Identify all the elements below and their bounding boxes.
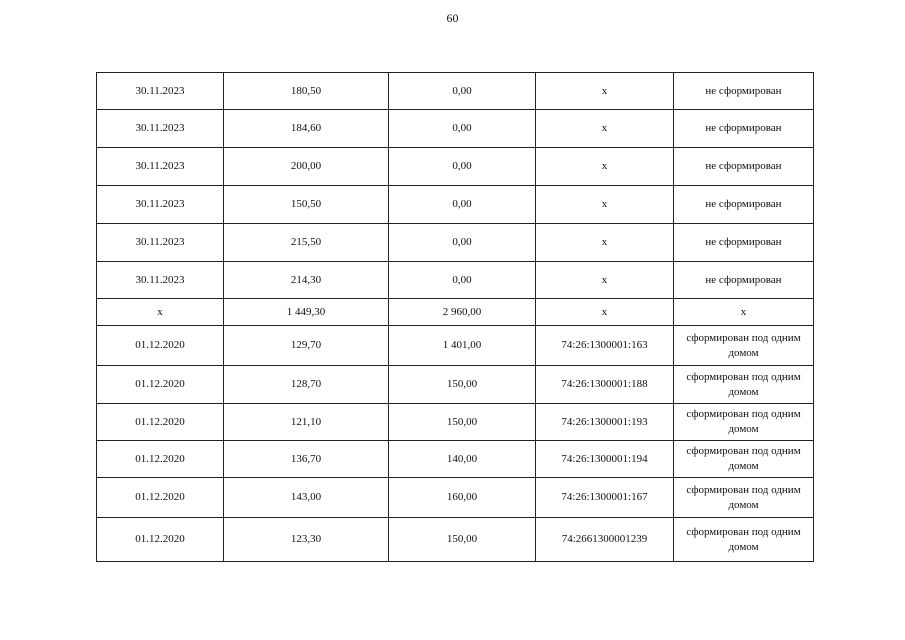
- cadastral-cell: 74:26:1300001:194: [536, 441, 674, 478]
- status-cell: сформирован под одним домом: [674, 441, 814, 478]
- value-cell: 150,00: [389, 404, 536, 441]
- table-row: [97, 110, 814, 148]
- area-total-cell: 1 449,30: [224, 299, 389, 326]
- status-cell: сформирован под одним домом: [674, 366, 814, 404]
- cadastral-cell: x: [536, 73, 674, 110]
- table-row: [97, 224, 814, 262]
- status-cell: не сформирован: [674, 224, 814, 262]
- area-cell: 143,00: [224, 478, 389, 518]
- date-cell: 30.11.2023: [97, 224, 224, 262]
- area-cell: 129,70: [224, 326, 389, 366]
- page-number: 60: [446, 11, 459, 25]
- area-cell: 128,70: [224, 366, 389, 404]
- cadastral-cell: 74:26:1300001:167: [536, 478, 674, 518]
- value-cell: 160,00: [389, 478, 536, 518]
- value-cell: 150,00: [389, 366, 536, 404]
- cadastral-cell: 74:26:1300001:193: [536, 404, 674, 441]
- value-cell: 0,00: [389, 262, 536, 299]
- value-cell: 0,00: [389, 224, 536, 262]
- area-cell: 214,30: [224, 262, 389, 299]
- value-total-cell: 2 960,00: [389, 299, 536, 326]
- cadastral-cell: 74:26:1300001:163: [536, 326, 674, 366]
- date-cell: 01.12.2020: [97, 441, 224, 478]
- area-cell: 200,00: [224, 148, 389, 186]
- value-cell: 140,00: [389, 441, 536, 478]
- date-cell: 30.11.2023: [97, 73, 224, 110]
- date-cell: x: [97, 299, 224, 326]
- cadastral-cell: x: [536, 186, 674, 224]
- date-cell: 01.12.2020: [97, 366, 224, 404]
- cadastral-cell: x: [536, 262, 674, 299]
- status-cell: не сформирован: [674, 73, 814, 110]
- value-cell: 0,00: [389, 73, 536, 110]
- date-cell: 30.11.2023: [97, 186, 224, 224]
- area-cell: 136,70: [224, 441, 389, 478]
- date-cell: 01.12.2020: [97, 326, 224, 366]
- table-row: [97, 186, 814, 224]
- date-cell: 30.11.2023: [97, 262, 224, 299]
- area-cell: 150,50: [224, 186, 389, 224]
- area-cell: 215,50: [224, 224, 389, 262]
- total-row: [97, 299, 814, 326]
- cadastral-cell: x: [536, 224, 674, 262]
- table-row: [97, 441, 814, 478]
- status-cell: сформирован под одним домом: [674, 404, 814, 441]
- status-cell: не сформирован: [674, 186, 814, 224]
- area-cell: 121,10: [224, 404, 389, 441]
- cadastral-cell: 74:2661300001239: [536, 518, 674, 562]
- cadastral-cell: x: [536, 110, 674, 148]
- table-row: [97, 518, 814, 562]
- area-cell: 123,30: [224, 518, 389, 562]
- area-cell: 184,60: [224, 110, 389, 148]
- status-cell: сформирован под одним домом: [674, 326, 814, 366]
- table-row: [97, 478, 814, 518]
- value-cell: 0,00: [389, 186, 536, 224]
- value-cell: 150,00: [389, 518, 536, 562]
- date-cell: 01.12.2020: [97, 518, 224, 562]
- area-cell: 180,50: [224, 73, 389, 110]
- date-cell: 30.11.2023: [97, 148, 224, 186]
- status-cell: сформирован под одним домом: [674, 518, 814, 562]
- status-cell: x: [674, 299, 814, 326]
- cadastral-cell: x: [536, 299, 674, 326]
- date-cell: 01.12.2020: [97, 478, 224, 518]
- status-cell: не сформирован: [674, 148, 814, 186]
- table-row: [97, 326, 814, 366]
- status-cell: сформирован под одним домом: [674, 478, 814, 518]
- status-cell: не сформирован: [674, 262, 814, 299]
- table-row: [97, 73, 814, 110]
- date-cell: 01.12.2020: [97, 404, 224, 441]
- table-row: [97, 262, 814, 299]
- cadastral-cell: x: [536, 148, 674, 186]
- value-cell: 0,00: [389, 110, 536, 148]
- value-cell: 1 401,00: [389, 326, 536, 366]
- status-cell: не сформирован: [674, 110, 814, 148]
- date-cell: 30.11.2023: [97, 110, 224, 148]
- table-row: [97, 366, 814, 404]
- data-table: [96, 72, 814, 562]
- cadastral-cell: 74:26:1300001:188: [536, 366, 674, 404]
- table-row: [97, 148, 814, 186]
- value-cell: 0,00: [389, 148, 536, 186]
- table-row: [97, 404, 814, 441]
